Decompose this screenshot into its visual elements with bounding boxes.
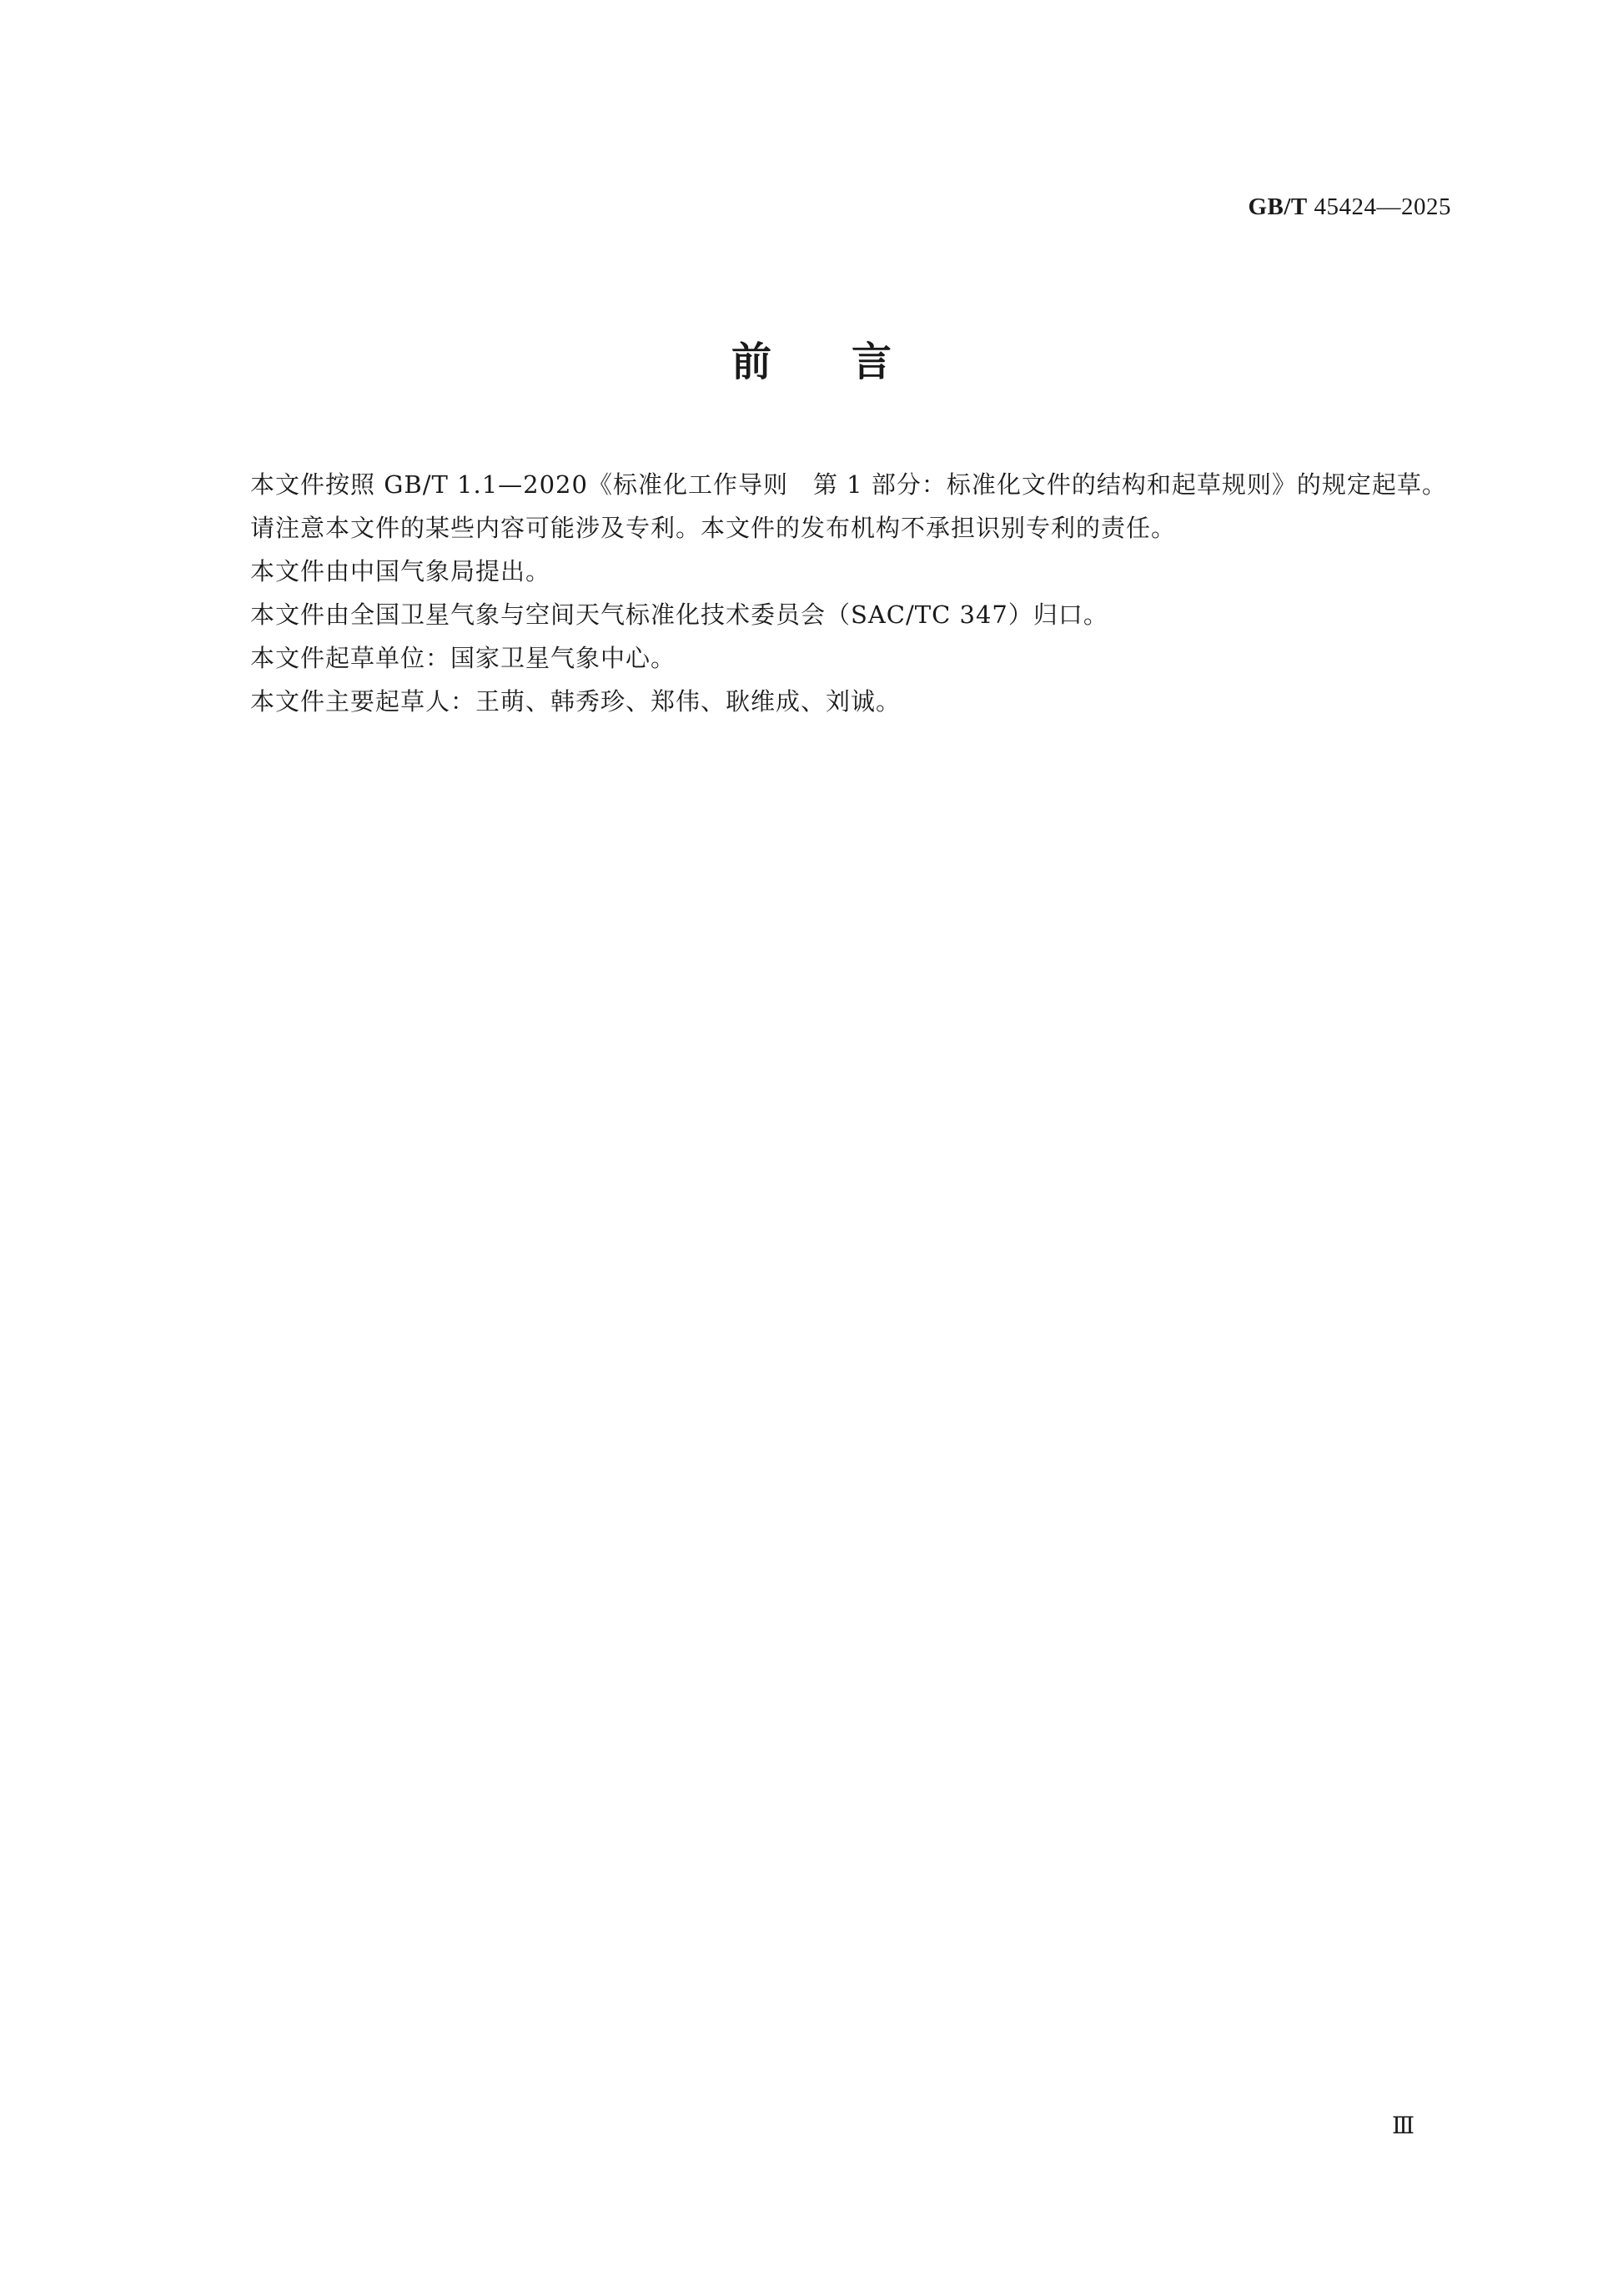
page-title (0, 329, 1623, 387)
standard-code: 45424—2025 (1314, 193, 1451, 220)
paragraph-drafting-organization: 本文件起草单位：国家卫星气象中心。 (250, 644, 676, 672)
foreword-body (193, 463, 1453, 723)
paragraph-centralized-by: 本文件由全国卫星气象与空间天气标准化技术委员会（SAC/TC 347）归口。 (250, 600, 1108, 629)
paragraph-drafting-rules: 本文件按照 GB/T 1.1—2020《标准化工作导则 第 1 部分：标准化文件的结构和起草规则》的规定起草。 (250, 470, 1447, 499)
standard-prefix: GB/T (1248, 193, 1308, 220)
page-number: Ⅲ (1391, 2113, 1414, 2139)
title-char-2: 言 (852, 339, 892, 385)
title-char-1: 前 (731, 339, 771, 385)
paragraph-patent-notice: 请注意本文件的某些内容可能涉及专利。本文件的发布机构不承担识别专利的责任。 (250, 514, 1177, 542)
paragraph-proposer: 本文件由中国气象局提出。 (250, 557, 551, 585)
paragraph-drafters: 本文件主要起草人：王萌、韩秀珍、郑伟、耿维成、刘诚。 (250, 687, 902, 716)
standard-number (1248, 193, 1451, 221)
